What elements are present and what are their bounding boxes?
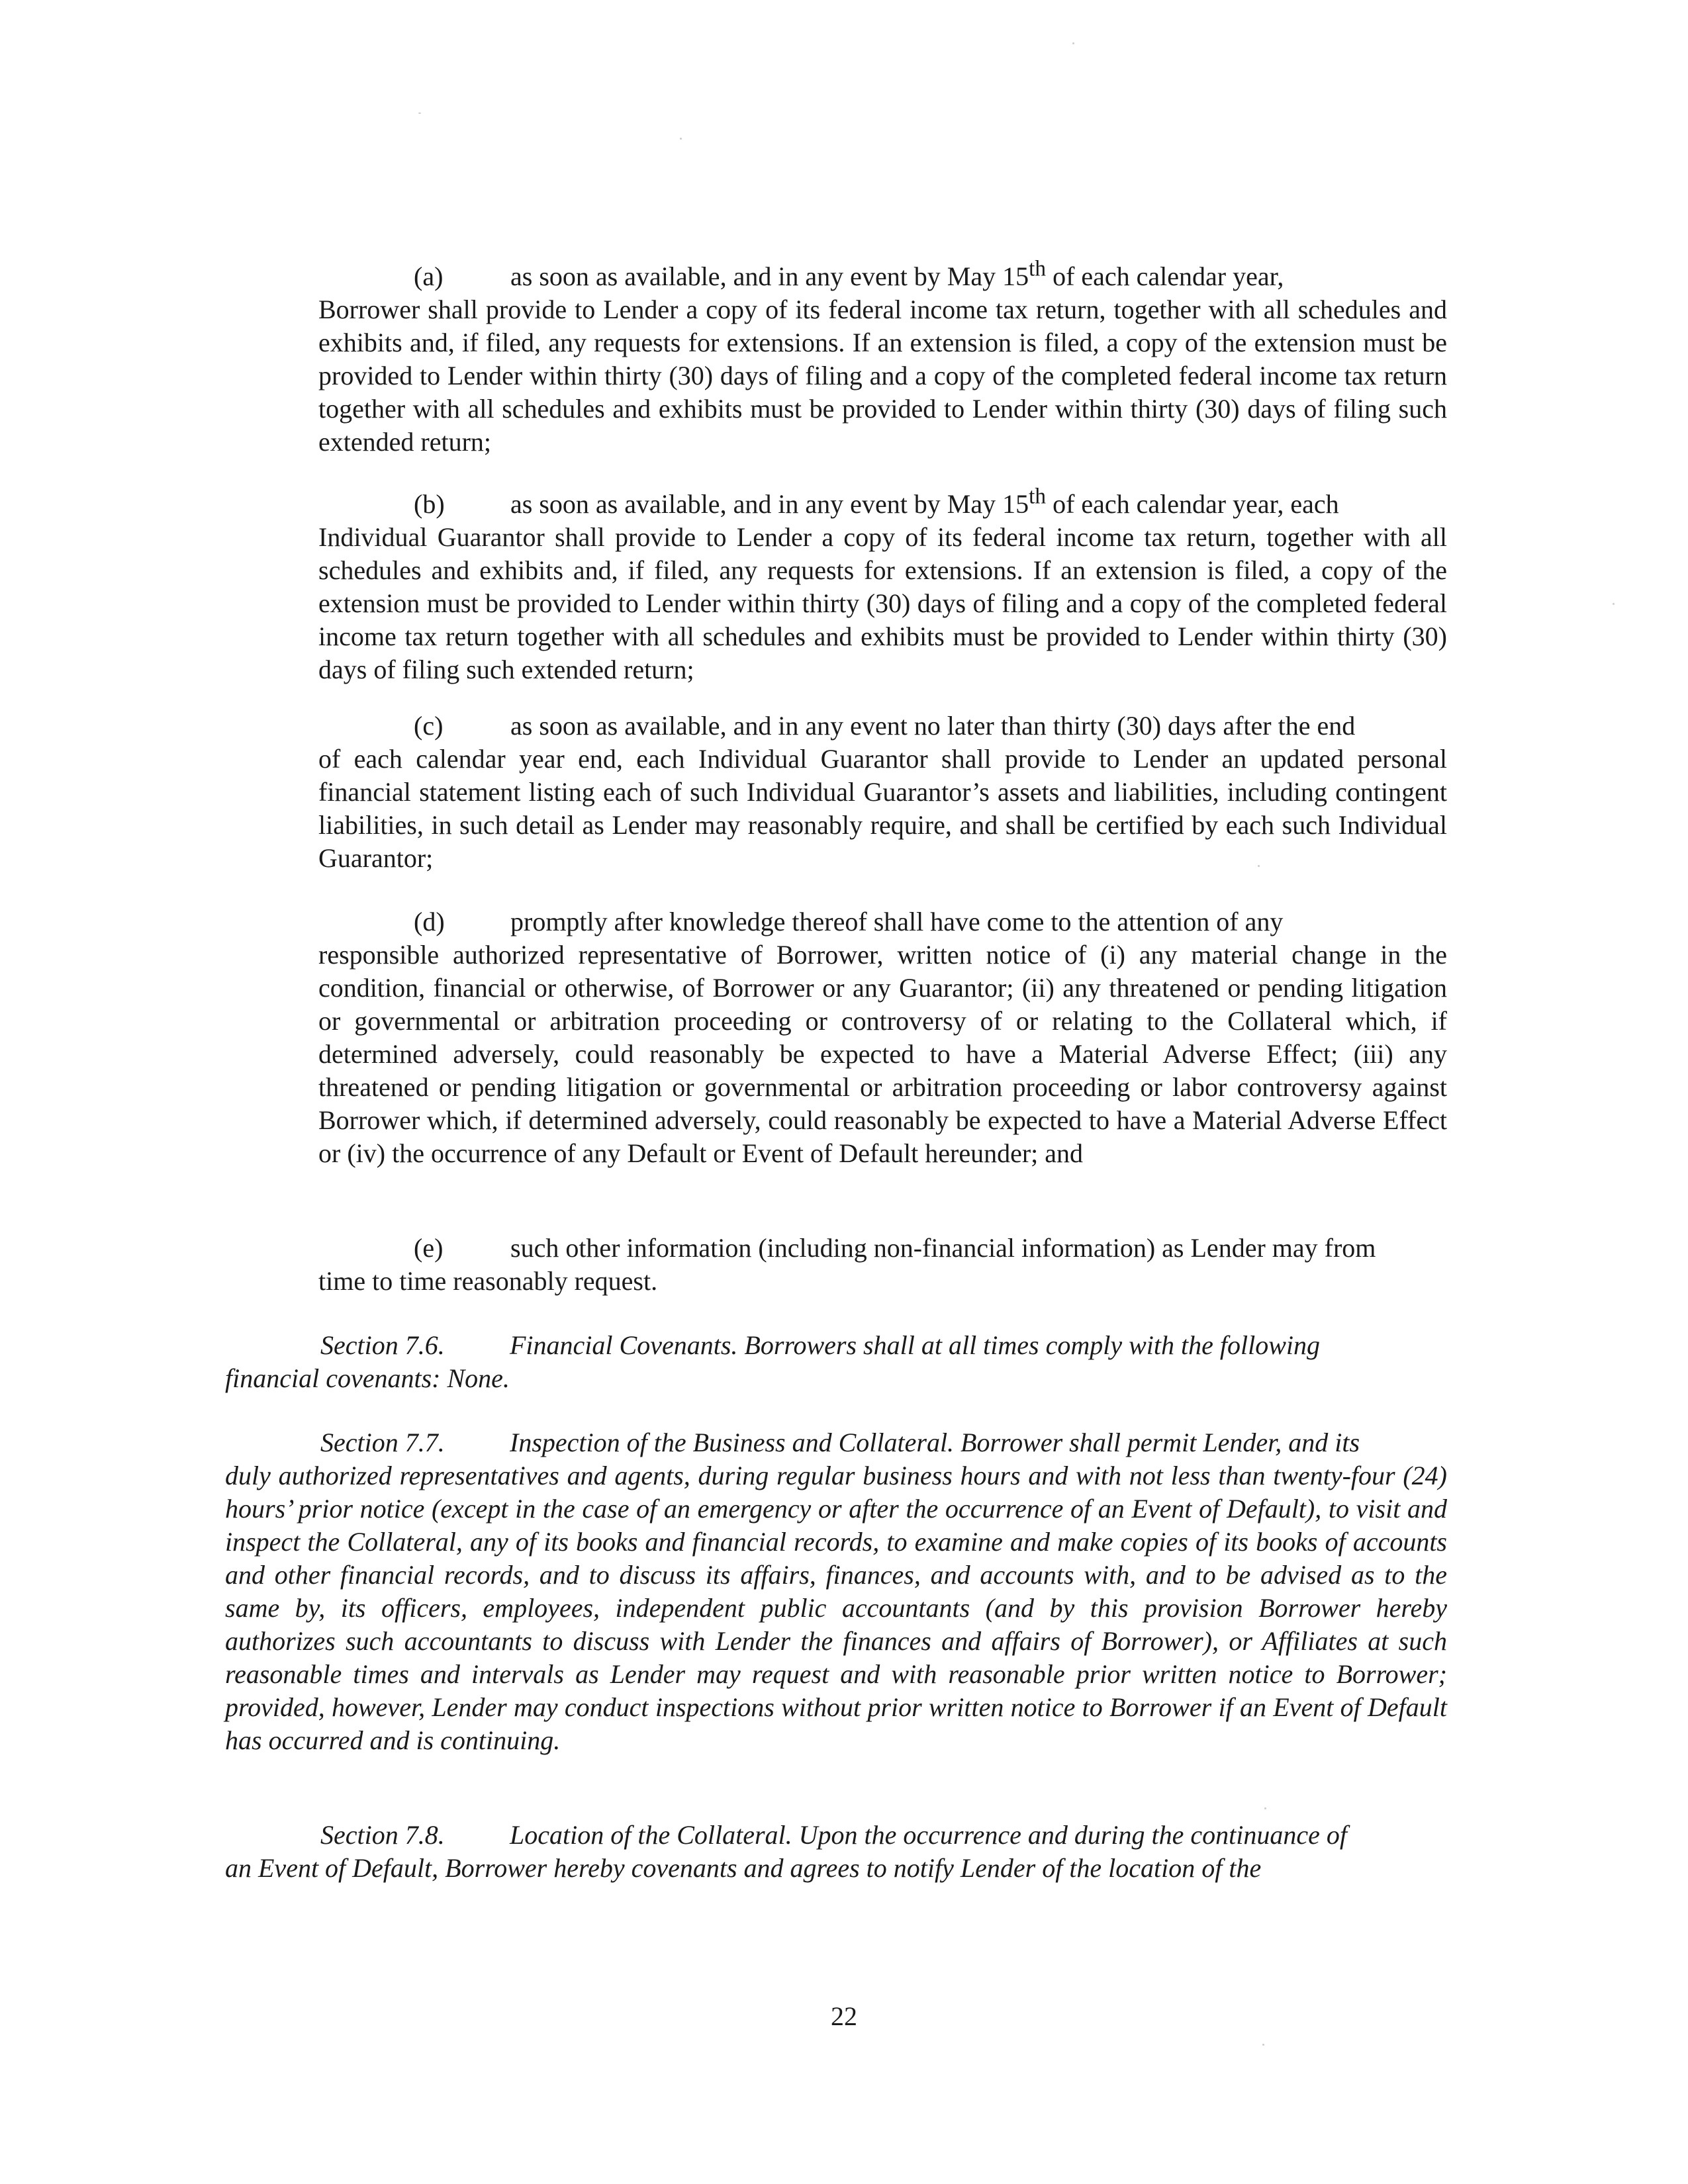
- list-item-body: Borrower shall provide to Lender a copy of its federal income tax return, together with all schedules and exhibits and, if filed, any requests for extensions. If an extension is filed, a copy of the extension must be provided to Lender within thirty (30) days of filing and a copy of the completed federal income tax return together with all schedules and exhibits must be provided to Lender within thirty (30) days of filing such extended return;: [318, 295, 1447, 457]
- section-number: Section 7.6.: [320, 1330, 445, 1360]
- section-body: an Event of Default, Borrower hereby covenants and agrees to notify Lender of the location of the: [225, 1853, 1262, 1883]
- list-item-first-line: [318, 1232, 1447, 1265]
- scan-speck: [1262, 2044, 1264, 2046]
- list-item-first-line: [318, 709, 1447, 743]
- list-item-first-line: [318, 480, 1447, 521]
- list-item-lead: as soon as available, and in any event by May 15th of each calendar year,: [510, 257, 1284, 292]
- list-item-label: (b): [414, 489, 445, 520]
- list-item-lead: promptly after knowledge thereof shall have come to the attention of any: [510, 907, 1284, 936]
- list-item-d: [318, 905, 1447, 1170]
- list-item-body: of each calendar year end, each Individual Guarantor shall provide to Lender an updated personal financial statement listing each of such Individual Guarantor’s assets and liabilities, including contingent liabilities, in such detail as Lender may reasonably require, and shall be certified by each such Individual Guarantor;: [318, 744, 1447, 873]
- list-item-first-line: [318, 253, 1447, 293]
- section-number: Section 7.7.: [320, 1428, 445, 1457]
- list-item-lead: as soon as available, and in any event no later than thirty (30) days after the end: [510, 711, 1356, 741]
- section-heading: Financial Covenants. Borrowers shall at all times comply with the following: [510, 1330, 1321, 1360]
- list-item-a: [318, 253, 1447, 459]
- scan-speck: [418, 113, 421, 114]
- section-body: duly authorized representatives and agents, during regular business hours and with not less than twenty-four (24) hours’ prior notice (except in the case of an emergency or after the occurrence of an Event of Default), to visit and inspect the Collateral, any of its books and financial records, to examine and make copies of its books of accounts and other financial records, and to discuss its affairs, finances, and accounts with, and to be advised as to the same by, its officers, employees, independent public accountants (and by this provision Borrower hereby authorizes such accountants to discuss with Lender the finances and affairs of Borrower), or Affiliates at such reasonable times and intervals as Lender may request and with reasonable prior written notice to Borrower; provided, however, Lender may conduct inspections without prior written notice to Borrower if an Event of Default has occurred and is continuing.: [225, 1461, 1447, 1755]
- scan-speck: [1264, 1807, 1266, 1809]
- page-number: 22: [831, 2001, 857, 2031]
- section-7-6: [225, 1329, 1447, 1395]
- section-lead: [225, 1819, 1447, 1852]
- scan-speck: [680, 138, 682, 140]
- list-item-first-line: [318, 905, 1447, 938]
- section-number: Section 7.8.: [320, 1820, 445, 1850]
- list-item-label: (a): [414, 261, 444, 292]
- section-heading: Location of the Collateral. Upon the occurrence and during the continuance of: [510, 1820, 1347, 1850]
- list-item-lead: as soon as available, and in any event by May 15th of each calendar year, each: [510, 484, 1339, 520]
- list-item-label: (e): [414, 1233, 444, 1263]
- list-item-body: responsible authorized representative of Borrower, written notice of (i) any material change in the condition, financial or otherwise, of Borrower or any Guarantor; (ii) any threatened or pending litigation or governmental or arbitration proceeding or controversy of or relating to the Collateral which, if determined adversely, could reasonably be expected to have a Material Adverse Effect; (iii) any threatened or pending litigation or governmental or arbitration proceeding or labor controversy against Borrower which, if determined adversely, could reasonably be expected to have a Material Adverse Effect or (iv) the occurrence of any Default or Event of Default hereunder; and: [318, 940, 1447, 1168]
- list-item-label: (c): [414, 711, 444, 741]
- scan-speck: [1613, 603, 1615, 605]
- list-item-e: [318, 1232, 1447, 1298]
- list-item-body: time to time reasonably request.: [318, 1266, 658, 1296]
- list-item-lead: such other information (including non-financial information) as Lender may from: [510, 1233, 1376, 1263]
- section-7-8: [225, 1819, 1447, 1885]
- section-lead: [225, 1426, 1447, 1459]
- list-item-label: (d): [414, 907, 445, 936]
- section-7-7: [225, 1426, 1447, 1757]
- list-item-c: [318, 709, 1447, 875]
- section-heading: Inspection of the Business and Collateral. Borrower shall permit Lender, and its: [510, 1428, 1360, 1457]
- list-item-b: [318, 480, 1447, 686]
- scan-speck: [1072, 42, 1074, 44]
- list-item-body: Individual Guarantor shall provide to Lender a copy of its federal income tax return, together with all schedules and exhibits and, if filed, any requests for extensions. If an extension is filed, a copy of the extension must be provided to Lender within thirty (30) days of filing and a copy of the completed federal income tax return together with all schedules and exhibits must be provided to Lender within thirty (30) days of filing such extended return;: [318, 522, 1447, 685]
- section-body: financial covenants: None.: [225, 1363, 510, 1393]
- section-lead: [225, 1329, 1447, 1362]
